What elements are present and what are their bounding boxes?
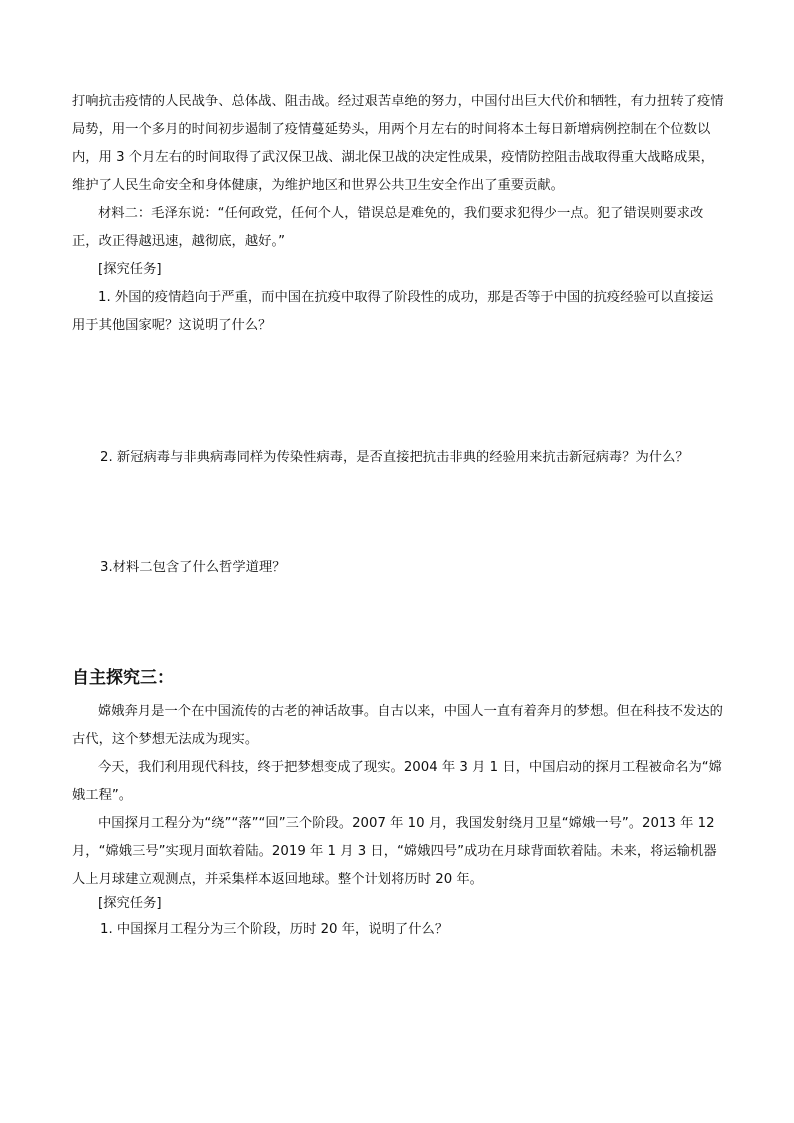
task-label: [探究任务] bbox=[98, 262, 162, 277]
chang-e-project-paragraph: 今天，我们利用现代科技，终于把梦想变成了现实。2004 年 3 月 1 日，中国启动的探月工程被命名为“嫦娥工程”。 bbox=[72, 760, 722, 803]
task-label: [探究任务] bbox=[98, 896, 162, 911]
chang-e-legend-paragraph: 嫦娥奔月是一个在中国流传的古老的神话故事。自古以来，中国人一直有着奔月的梦想。但在科技不发达的古代，这个梦想无法成为现实。 bbox=[72, 704, 723, 747]
question-3: 3.材料二包含了什么哲学道理？ bbox=[100, 560, 286, 575]
lunar-stages-paragraph: 中国探月工程分为“绕”“落”“回”三个阶段。2007 年 10 月，我国发射绕月卫星“嫦娥一号”。2013 年 12 月，“嫦娥三号”实现月面软着陆。2019 年 1 月 3 日，“嫦娥四号”成功在月球背面软着陆。未来，将运输机器人上月球建立观测点，并采集样本返回地球。整个计划将历时 20 年。 bbox=[72, 816, 717, 887]
question-4: 1. 中国探月工程分为三个阶段，历时 20 年，说明了什么？ bbox=[100, 922, 449, 937]
question-1: 1. 外国的疫情趋向于严重，而中国在抗疫中取得了阶段性的成功，那是否等于中国的抗疫经验可以直接运用于其他国家呢？这说明了什么？ bbox=[72, 290, 714, 333]
section-3-title: 自主探究三： bbox=[72, 668, 174, 688]
question-2: 2. 新冠病毒与非典病毒同样为传染性病毒，是否直接把抗击非典的经验用来抗击新冠病毒？为什么？ bbox=[100, 450, 689, 465]
material2-paragraph: 材料二：毛泽东说：“任何政党，任何个人，错误总是难免的，我们要求犯得少一点。犯了错误则要求改正，改正得越迅速，越彻底，越好。” bbox=[72, 206, 704, 249]
material1-continued-paragraph: 打响抗击疫情的人民战争、总体战、阻击战。经过艰苦卓绝的努力，中国付出巨大代价和牺牲，有力扭转了疫情局势，用一个多月的时间初步遏制了疫情蔓延势头，用两个月左右的时间将本土每日新增病例控制在个位数以内，用 3 个月左右的时间取得了武汉保卫战、湖北保卫战的决定性成果，疫情防控阻击战取得重大战略成果，维护了人民生命安全和身体健康，为维护地区和世界公共卫生安全作出了重要贡献。 bbox=[72, 94, 724, 193]
